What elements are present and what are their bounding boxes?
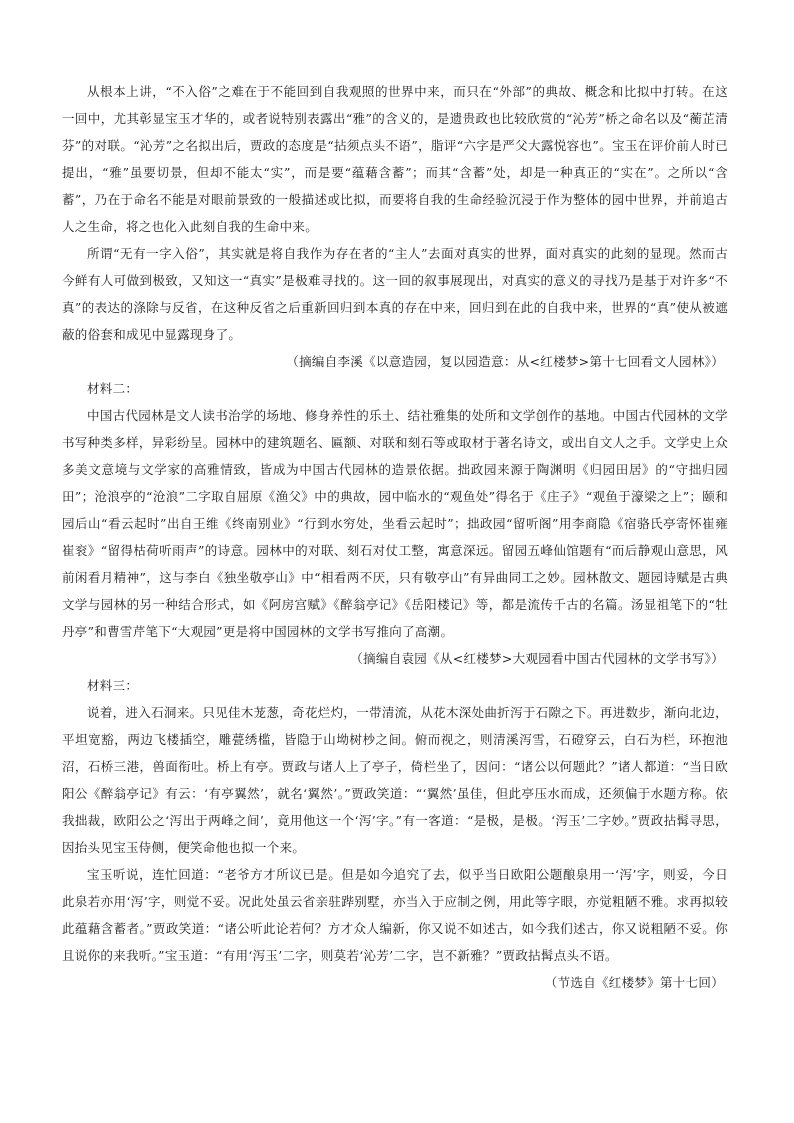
material-label: 材料三： (87, 678, 139, 693)
source-citation: （摘编自袁园《从<红楼梦>大观园看中国古代园林的文学书写》） (350, 651, 724, 666)
source-citation: （节选自《红楼梦》第十七回） (544, 975, 724, 990)
paragraph: 说着，进入石洞来。只见佳木茏葱，奇花烂灼，一带清流，从花木深处曲折泻于石隙之下。再进数步，渐向北边，平坦宽豁，两边飞楼插空，雕甍绣槛，皆隐于山坳树杪之间。俯而视之，则清溪泻雪，石磴穿云，白石为栏，环抱池沼，石桥三港，兽面衔吐。桥上有亭。贾政与诸人上了亭子，倚栏坐了，因问：“诸公以何题此？”诸人都道：“当日欧阳公《醉翁亭记》有云：‘有亭翼然’，就名‘翼然’。”贾政笑道：“‘翼然’虽佳，但此亭压水而成，还须偏于水题方称。依我拙裁，欧阳公之‘泻出于两峰之间’，竟用他这一个‘泻’字。”有一客道：“是极，是极。‘泻玉’二字妙。”贾政拈髯寻思，因抬头见宝玉侍侧，便笑命他也拟一个来。 (62, 705, 728, 855)
paragraph: 中国古代园林是文人读书治学的场地、修身养性的乐土、结社雅集的处所和文学创作的基地。中国古代园林的文学书写种类多样，异彩纷呈。园林中的建筑题名、匾额、对联和刻石等或取材于著名诗文，或出自文人之手。文学史上众多美文意境与文学家的高雅情致，皆成为中国古代园林的造景依据。拙政园来源于陶渊明《归园田居》的“守拙归园田”；沧浪亭的“沧浪”二字取自屈原《渔父》中的典故，园中临水的“观鱼处”得名于《庄子》“观鱼于濠梁之上”；颐和园后山“看云起时”出自王维《终南别业》“行到水穷处，坐看云起时”；拙政园“留听阁”用李商隐《宿骆氏亭寄怀崔雍崔衮》“留得枯荷听雨声”的诗意。园林中的对联、刻石对仗工整，寓意深远。留园五峰仙馆题有“而后静观山意思，风前闲看月精神”，这与李白《独坐敬亭山》中“相看两不厌，只有敬亭山”有异曲同工之妙。园林散文、题园诗赋是古典文学与园林的另一种结合形式，如《阿房宫赋》《醉翁亭记》《岳阳楼记》等，都是流传千古的名篇。汤显祖笔下的“牡丹亭”和曹雪芹笔下“大观园”更是将中国园林的文学书写推向了高潮。 (62, 408, 728, 639)
material-label: 材料二： (87, 381, 139, 396)
source-citation: （摘编自李溪《以意造园，复以园造意：从<红楼梦>第十七回看文人园林》） (286, 354, 724, 369)
paragraph: 从根本上讲，“不入俗”之难在于不能回到自我观照的世界中来，而只在“外部”的典故、概念和比拟中打转。在这一回中，尤其彰显宝玉才华的，或者说特别表露出“雅”的含义的，是遗贵政也比较欣赏的“沁芳”桥之命名以及“蘅芷清芬”的对联。“沁芳”之名拟出后，贾政的态度是“拈须点头不语”，脂评“六字是严父大露悦容也”。宝玉在评价前人时已提出，“雅”虽要切景，但却不能太“实”，而是要“蕴藉含蓄”；而其“含蓄”处，却是一种真正的“实在”。之所以“含蓄”，乃在于命名不能是对眼前景致的一般描述或比拟，而要将自我的生命经验沉浸于作为整体的园中世界，并前追古人之生命，将之也化入此刻自我的生命中来。 (62, 84, 728, 234)
paragraph: 所谓“无有一字入俗”，其实就是将自我作为存在者的“主人”去面对真实的世界，面对真实的此刻的显现。然而古今鲜有人可做到极致，又知这一“真实”是极难寻找的。这一回的叙事展现出，对真实的意义的寻找乃是基于对许多“不真”的表达的涤除与反省，在这种反省之后重新回归到本真的存在中来，回归到在此的自我中来，世界的“真”使从被遮蔽的俗套和成见中显露现身了。 (62, 246, 728, 342)
document-page (62, 78, 728, 996)
paragraph: 宝玉听说，连忙回道：“老爷方才所议已是。但是如今追究了去，似乎当日欧阳公题酿泉用一‘泻’字，则妥，今日此泉若亦用‘泻’字，则觉不妥。况此处虽云省亲驻跸别墅，亦当入于应制之例，用此等字眼，亦觉粗陋不雅。求再拟较此蕴藉含蓄者。”贾政笑道：“诸公听此论若何？方才众人编新，你又说不如述古，如今我们述古，你又说粗陋不妥。你且说你的来我听。”宝玉道：“有用‘泻玉’二字，则莫若‘沁芳’二字，岂不新雅？”贾政拈髯点头不语。 (62, 867, 728, 963)
